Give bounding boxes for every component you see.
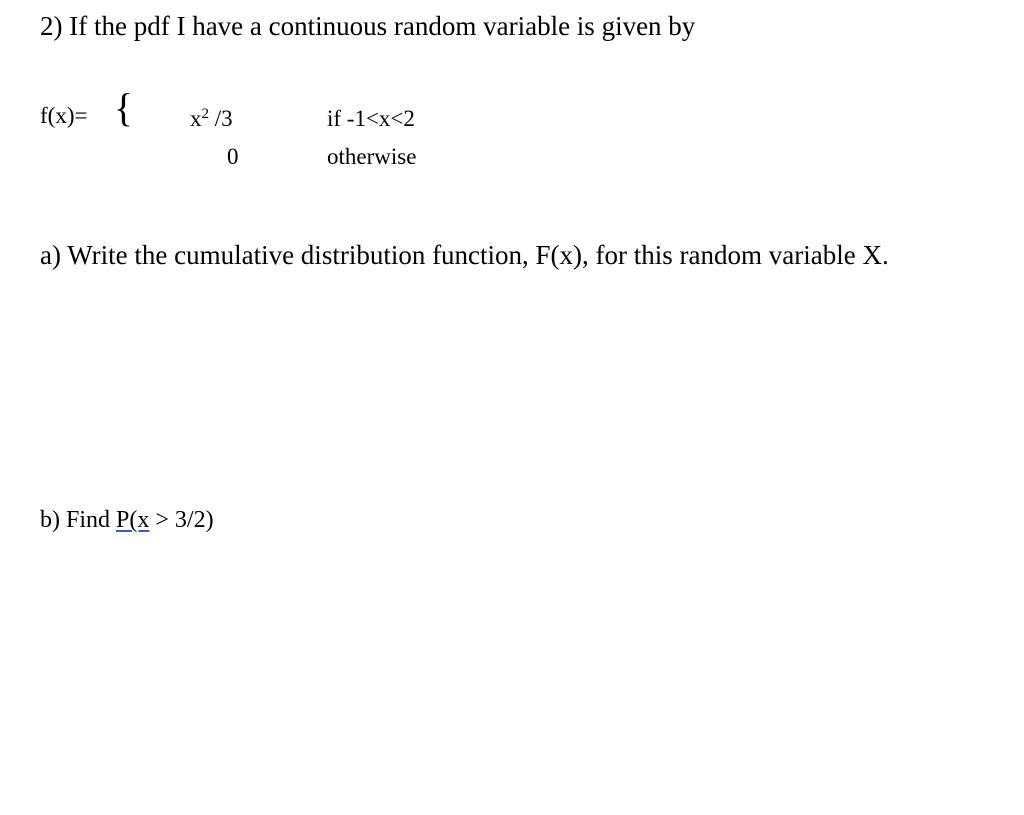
part-b-text	[40, 507, 214, 534]
part-b-underlined: P(x	[116, 507, 150, 533]
case1-divisor: /3	[209, 106, 233, 131]
case2-condition: otherwise	[327, 144, 417, 169]
case1-base: x	[190, 106, 202, 131]
pdf-label: f(x)=	[40, 103, 88, 128]
case1-exponent: 2	[201, 106, 209, 122]
case2-expression: 0	[227, 144, 239, 169]
case1-expression	[190, 106, 233, 132]
part-b-prefix: b) Find	[40, 507, 117, 533]
question-header: 2) If the pdf I have a continuous random variable is given by	[40, 11, 696, 41]
piecewise-brace: {	[114, 85, 134, 130]
case1-condition: if -1<x<2	[327, 106, 415, 131]
part-a-text: a) Write the cumulative distribution function, F(x), for this random variable X.	[40, 240, 889, 270]
part-b-suffix: > 3/2)	[149, 507, 214, 533]
